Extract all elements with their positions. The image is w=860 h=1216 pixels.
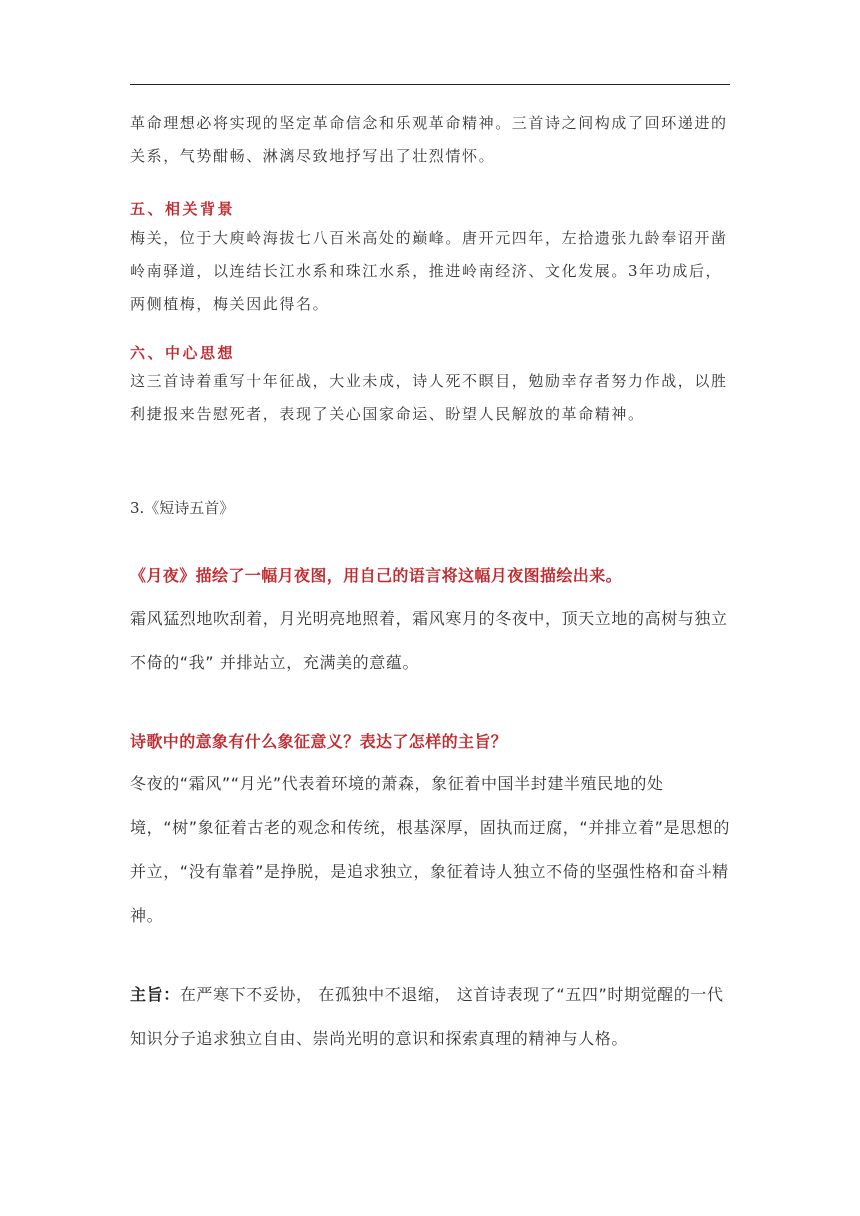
central-idea-paragraph: 这三首诗着重写十年征战，大业未成，诗人死不瞑目，勉励幸存者努力作战，以胜利捷报来告慰死者，表现了关心国家命运、盼望人民解放的革命精神。: [130, 372, 728, 423]
section-heading-central-idea: 六、中心思想: [130, 344, 236, 362]
answer-imagery-symbolism: 冬夜的“霜风”“月光”代表着环境的萧森，象征着中国半封建半殖民地的处境，“树”象征着古老的观念和传统，根基深厚，固执而迂腐，“并排立着”是思想的并立，“没有靠着”是挣脱，是追求独立，象征着诗人独立不倚的坚强性格和奋斗精神。: [130, 774, 730, 925]
poem-collection-title: 3.《短诗五首》: [130, 499, 235, 517]
theme-label: 主旨：: [130, 985, 180, 1004]
background-paragraph: 梅关，位于大庾岭海拔七八百米高处的巅峰。唐开元四年，左拾遗张九龄奉诏开凿岭南驿道，以连结长江水系和珠江水系，推进岭南经济、文化发展。3年功成后，两侧植梅，梅关因此得名。: [130, 229, 728, 313]
theme-text: 在严寒下不妥协， 在孤独中不退缩， 这首诗表现了“五四”时期觉醒的一代知识分子追求独立自由、崇尚光明的意识和探索真理的精神与人格。: [130, 985, 724, 1048]
header-rule: [130, 84, 730, 85]
continuation-paragraph: 革命理想必将实现的坚定革命信念和乐观革命精神。三首诗之间构成了回环递进的关系，气势酣畅、淋漓尽致地抒写出了壮烈情怀。: [130, 114, 728, 165]
question-imagery-symbolism: 诗歌中的意象有什么象征意义？表达了怎样的主旨？: [130, 732, 508, 751]
section-heading-background: 五、相关背景: [130, 200, 236, 218]
question-moon-night: 《月夜》描绘了一幅月夜图，用自己的语言将这幅月夜图描绘出来。: [130, 566, 623, 585]
theme-paragraph: [130, 973, 730, 1061]
answer-moon-night: 霜风猛烈地吹刮着，月光明亮地照着，霜风寒月的冬夜中，顶天立地的高树与独立不倚的“我” 并排站立，充满美的意蕴。: [130, 609, 728, 672]
